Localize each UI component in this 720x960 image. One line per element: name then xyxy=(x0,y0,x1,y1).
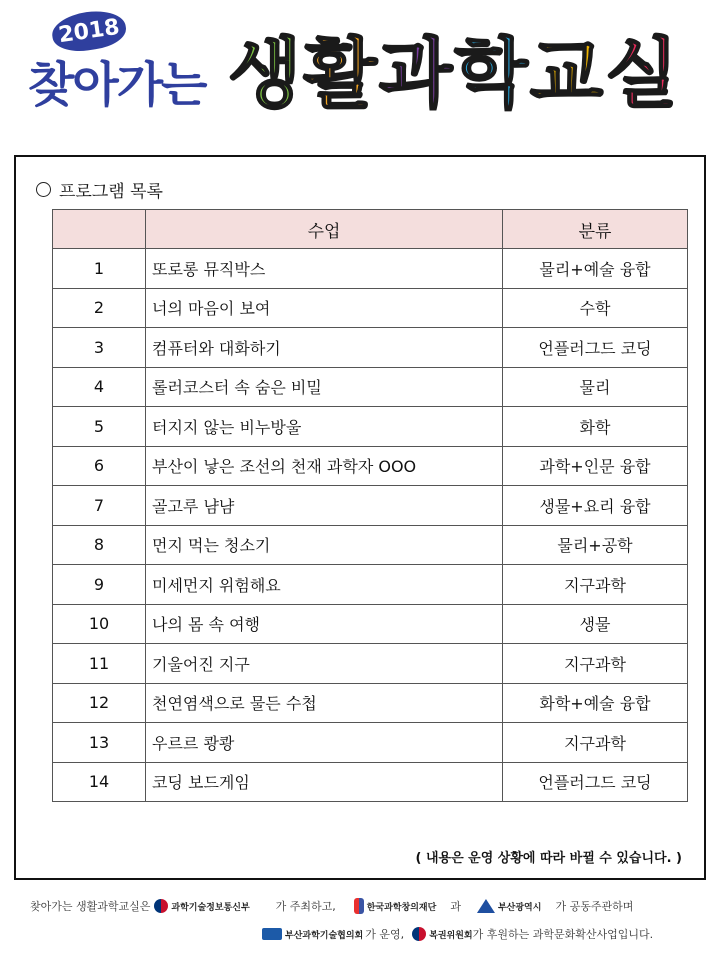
table-row xyxy=(53,407,688,447)
row-title: 미세먼지 위험해요 xyxy=(146,565,503,605)
kofac-mark-icon xyxy=(354,898,364,914)
footer-mid-1: 가 주최하고, xyxy=(275,900,336,913)
row-category: 지구과학 xyxy=(503,644,688,684)
row-number: 6 xyxy=(53,446,146,486)
row-number: 8 xyxy=(53,525,146,565)
kofac-logo xyxy=(354,898,437,914)
lottery-logo-text: 복권위원회 xyxy=(429,930,473,941)
row-title: 천연염색으로 물든 수첩 xyxy=(146,683,503,723)
title-char: 과 xyxy=(378,29,453,118)
lottery-logo xyxy=(412,927,472,941)
row-number: 2 xyxy=(53,288,146,328)
row-category: 물리+공학 xyxy=(503,525,688,565)
row-category: 물리+예술 융합 xyxy=(503,249,688,289)
row-category: 화학+예술 융합 xyxy=(503,683,688,723)
table-row xyxy=(53,525,688,565)
lottery-emblem-icon xyxy=(412,927,426,941)
row-category: 지구과학 xyxy=(503,565,688,605)
header-class: 수업 xyxy=(146,210,503,249)
row-number: 11 xyxy=(53,644,146,684)
footer-line-1 xyxy=(30,898,633,914)
table-row xyxy=(53,288,688,328)
table-row xyxy=(53,604,688,644)
row-title: 부산이 낳은 조선의 천재 과학자 OOO xyxy=(146,446,503,486)
title-char: 교 xyxy=(529,29,604,118)
row-number: 12 xyxy=(53,683,146,723)
header-tagline: 찾아가는 xyxy=(28,57,206,113)
row-category: 생물+요리 융합 xyxy=(503,486,688,526)
row-title: 기울어진 지구 xyxy=(146,644,503,684)
row-title: 너의 마음이 보여 xyxy=(146,288,503,328)
title-char: 생 xyxy=(228,29,302,118)
header-number xyxy=(53,210,146,249)
busan-logo-text: 부산광역시 xyxy=(497,902,542,913)
row-number: 1 xyxy=(53,249,146,289)
row-title: 우르르 쾅쾅 xyxy=(146,723,503,763)
section-title: 프로그램 목록 xyxy=(59,182,163,202)
year-badge: 2018 xyxy=(50,7,129,55)
footer-suffix-1: 가 공동주관하며 xyxy=(555,900,634,913)
table-row xyxy=(53,683,688,723)
footer-prefix: 찾아가는 생활과학교실은 xyxy=(30,900,151,913)
program-panel xyxy=(14,155,706,880)
busan-logo xyxy=(477,899,541,913)
table-row xyxy=(53,367,688,407)
title-char: 실 xyxy=(605,29,679,118)
row-title: 코딩 보드게임 xyxy=(146,762,503,802)
msit-logo-text: 과학기술정보통신부 xyxy=(171,902,250,913)
program-table xyxy=(52,209,688,802)
footer-mid-2: 과 xyxy=(450,900,461,913)
program-table-body xyxy=(53,249,688,802)
row-category: 언플러그드 코딩 xyxy=(503,328,688,368)
row-title: 또로롱 뮤직박스 xyxy=(146,249,503,289)
table-row xyxy=(53,249,688,289)
bsta-logo-text: 부산과학기술협의회 xyxy=(285,930,364,941)
row-title: 나의 몸 속 여행 xyxy=(146,604,503,644)
row-category: 언플러그드 코딩 xyxy=(503,762,688,802)
table-row xyxy=(53,486,688,526)
row-title: 컴퓨터와 대화하기 xyxy=(146,328,503,368)
row-category: 지구과학 xyxy=(503,723,688,763)
msit-logo xyxy=(154,899,249,913)
table-row xyxy=(53,723,688,763)
row-category: 과학+인문 융합 xyxy=(503,446,688,486)
table-row xyxy=(53,565,688,605)
row-number: 3 xyxy=(53,328,146,368)
kofac-logo-text: 한국과학창의재단 xyxy=(366,902,437,913)
row-category: 화학 xyxy=(503,407,688,447)
row-number: 7 xyxy=(53,486,146,526)
table-row xyxy=(53,328,688,368)
table-row xyxy=(53,762,688,802)
footer-line-2 xyxy=(262,926,653,942)
table-header-row xyxy=(53,210,688,249)
footer-suffix-2: 가 후원하는 과학문화확산사업입니다. xyxy=(472,928,654,941)
table-row xyxy=(53,446,688,486)
row-title: 롤러코스터 속 숨은 비밀 xyxy=(146,367,503,407)
row-title: 터지지 않는 비누방울 xyxy=(146,407,503,447)
section-heading xyxy=(36,177,163,202)
footer-mid-3: 가 운영, xyxy=(365,928,405,941)
row-number: 4 xyxy=(53,367,146,407)
row-number: 5 xyxy=(53,407,146,447)
row-title: 먼지 먹는 청소기 xyxy=(146,525,503,565)
row-number: 10 xyxy=(53,604,146,644)
table-row xyxy=(53,644,688,684)
government-emblem-icon xyxy=(154,899,168,913)
title-char: 활 xyxy=(303,29,377,118)
bsta-logo xyxy=(262,928,363,941)
header-category: 분류 xyxy=(503,210,688,249)
row-category: 물리 xyxy=(503,367,688,407)
header-banner xyxy=(0,0,720,150)
bsta-mark-icon xyxy=(262,928,282,940)
row-number: 9 xyxy=(53,565,146,605)
row-number: 14 xyxy=(53,762,146,802)
row-category: 수학 xyxy=(503,288,688,328)
circle-bullet-icon xyxy=(36,182,51,197)
row-title: 골고루 냠냠 xyxy=(146,486,503,526)
busan-mark-icon xyxy=(477,899,495,913)
title-char: 학 xyxy=(454,29,528,118)
header-title xyxy=(228,26,679,122)
row-number: 13 xyxy=(53,723,146,763)
row-category: 생물 xyxy=(503,604,688,644)
disclaimer-note: ( 내용은 운영 상황에 따라 바뀔 수 있습니다. ) xyxy=(415,851,682,866)
